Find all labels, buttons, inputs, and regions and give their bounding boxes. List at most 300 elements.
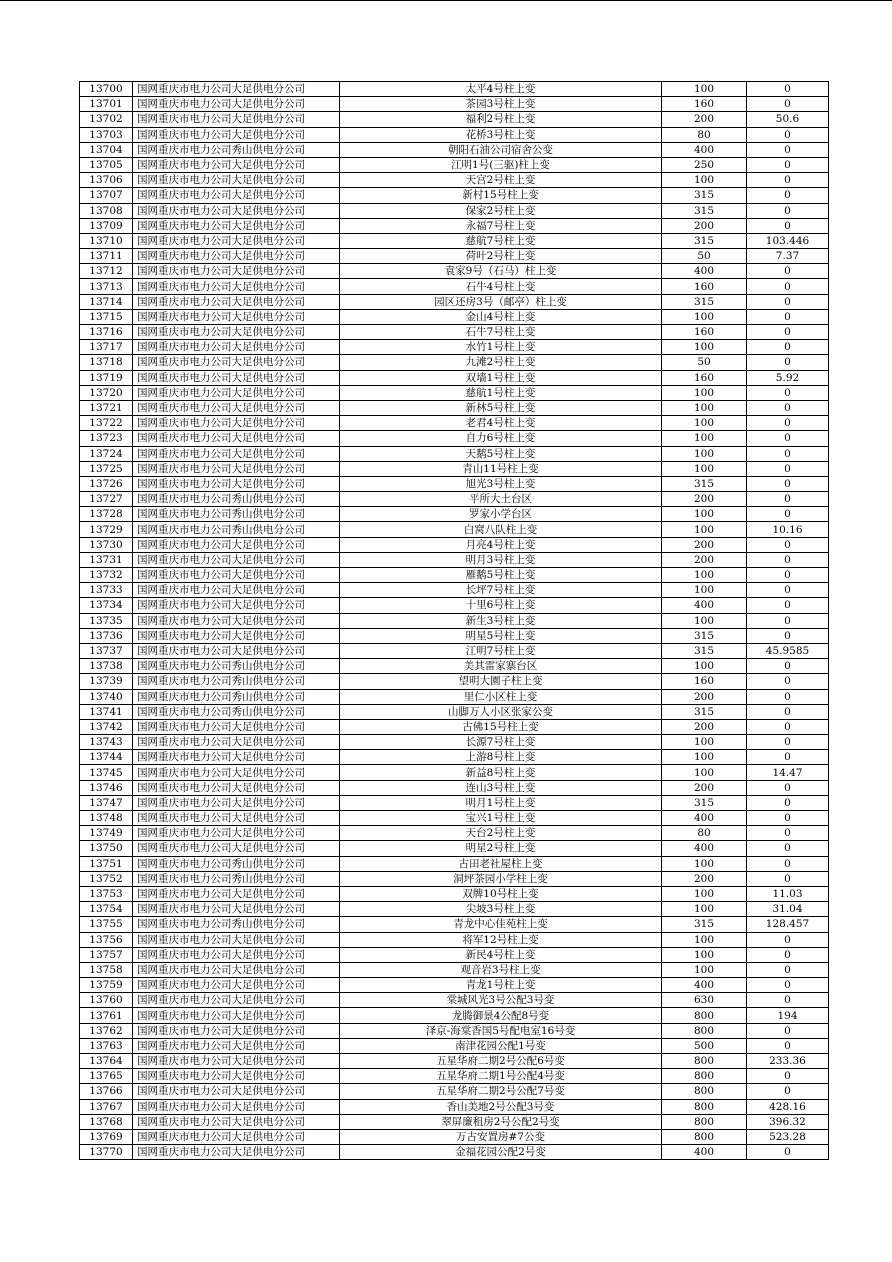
row-id-cell: 13705: [80, 157, 133, 172]
transformer-name-cell: 将军12号柱上变: [340, 932, 662, 947]
transformer-name-cell: 石牛4号柱上变: [340, 279, 662, 294]
row-id-cell: 13729: [80, 522, 133, 537]
company-cell: 国网重庆市电力公司大足供电分公司: [133, 780, 340, 795]
company-cell: 国网重庆市电力公司大足供电分公司: [133, 309, 340, 324]
value-cell: 45.9585: [747, 643, 829, 658]
table-row: [80, 659, 829, 674]
company-cell: 国网重庆市电力公司大足供电分公司: [133, 325, 340, 340]
table-row: [80, 811, 829, 826]
table-row: [80, 385, 829, 400]
table-row: [80, 643, 829, 658]
table-row: [80, 674, 829, 689]
table-row: [80, 993, 829, 1008]
capacity-cell: 100: [662, 613, 747, 628]
row-id-cell: 13764: [80, 1054, 133, 1069]
transformer-name-cell: 新村15号柱上变: [340, 188, 662, 203]
table-row: [80, 416, 829, 431]
capacity-cell: 315: [662, 476, 747, 491]
row-id-cell: 13756: [80, 932, 133, 947]
row-id-cell: 13759: [80, 978, 133, 993]
table-row: [80, 218, 829, 233]
transformer-name-cell: 新林5号柱上变: [340, 400, 662, 415]
value-cell: 0: [747, 552, 829, 567]
transformer-name-cell: 连山3号柱上变: [340, 780, 662, 795]
table-row: [80, 249, 829, 264]
value-cell: 0: [747, 264, 829, 279]
capacity-cell: 800: [662, 1054, 747, 1069]
row-id-cell: 13728: [80, 507, 133, 522]
value-cell: 10.16: [747, 522, 829, 537]
value-cell: 0: [747, 856, 829, 871]
company-cell: 国网重庆市电力公司大足供电分公司: [133, 294, 340, 309]
transformer-name-cell: 青龙1号柱上变: [340, 978, 662, 993]
row-id-cell: 13722: [80, 416, 133, 431]
company-cell: 国网重庆市电力公司大足供电分公司: [133, 400, 340, 415]
value-cell: 0: [747, 309, 829, 324]
company-cell: 国网重庆市电力公司大足供电分公司: [133, 628, 340, 643]
table-row: [80, 492, 829, 507]
capacity-cell: 315: [662, 628, 747, 643]
row-id-cell: 13732: [80, 568, 133, 583]
table-row: [80, 1129, 829, 1144]
page-top-rule: [0, 0, 892, 1]
company-cell: 国网重庆市电力公司秀山供电分公司: [133, 856, 340, 871]
company-cell: 国网重庆市电力公司大足供电分公司: [133, 188, 340, 203]
transformer-name-cell: 明月1号柱上变: [340, 795, 662, 810]
table-row: [80, 476, 829, 491]
company-cell: 国网重庆市电力公司秀山供电分公司: [133, 917, 340, 932]
row-id-cell: 13725: [80, 461, 133, 476]
transformer-name-cell: 罗家小学台区: [340, 507, 662, 522]
row-id-cell: 13726: [80, 476, 133, 491]
transformer-name-cell: 南津花园公配1号变: [340, 1038, 662, 1053]
company-cell: 国网重庆市电力公司大足供电分公司: [133, 97, 340, 112]
value-cell: 0: [747, 947, 829, 962]
table-row: [80, 719, 829, 734]
row-id-cell: 13755: [80, 917, 133, 932]
company-cell: 国网重庆市电力公司大足供电分公司: [133, 385, 340, 400]
table-row: [80, 689, 829, 704]
table-row: [80, 1069, 829, 1084]
value-cell: 0: [747, 82, 829, 97]
row-id-cell: 13716: [80, 325, 133, 340]
transformer-name-cell: 月亮4号柱上变: [340, 537, 662, 552]
row-id-cell: 13702: [80, 112, 133, 127]
transformer-name-cell: 荷叶2号柱上变: [340, 249, 662, 264]
value-cell: 0: [747, 446, 829, 461]
table-row: [80, 142, 829, 157]
table-row: [80, 552, 829, 567]
capacity-cell: 800: [662, 1023, 747, 1038]
row-id-cell: 13714: [80, 294, 133, 309]
capacity-cell: 100: [662, 947, 747, 962]
table-row: [80, 522, 829, 537]
table-row: [80, 750, 829, 765]
capacity-cell: 315: [662, 917, 747, 932]
capacity-cell: 500: [662, 1038, 747, 1053]
row-id-cell: 13741: [80, 704, 133, 719]
value-cell: 11.03: [747, 886, 829, 901]
value-cell: 0: [747, 97, 829, 112]
table-row: [80, 112, 829, 127]
table-row: [80, 340, 829, 355]
transformer-name-cell: 福利2号柱上变: [340, 112, 662, 127]
table-row: [80, 1023, 829, 1038]
value-cell: 0: [747, 385, 829, 400]
company-cell: 国网重庆市电力公司大足供电分公司: [133, 598, 340, 613]
table-row: [80, 978, 829, 993]
company-cell: 国网重庆市电力公司大足供电分公司: [133, 127, 340, 142]
value-cell: 128.457: [747, 917, 829, 932]
capacity-cell: 800: [662, 1114, 747, 1129]
capacity-cell: 100: [662, 735, 747, 750]
capacity-cell: 100: [662, 886, 747, 901]
table-row: [80, 1099, 829, 1114]
value-cell: 0: [747, 871, 829, 886]
value-cell: 0: [747, 826, 829, 841]
row-id-cell: 13724: [80, 446, 133, 461]
capacity-cell: 160: [662, 279, 747, 294]
value-cell: 0: [747, 507, 829, 522]
row-id-cell: 13751: [80, 856, 133, 871]
company-cell: 国网重庆市电力公司大足供电分公司: [133, 735, 340, 750]
value-cell: 0: [747, 704, 829, 719]
capacity-cell: 80: [662, 826, 747, 841]
value-cell: 0: [747, 325, 829, 340]
company-cell: 国网重庆市电力公司大足供电分公司: [133, 886, 340, 901]
value-cell: 0: [747, 993, 829, 1008]
capacity-cell: 100: [662, 309, 747, 324]
transformer-name-cell: 明星5号柱上变: [340, 628, 662, 643]
capacity-cell: 315: [662, 294, 747, 309]
value-cell: 0: [747, 203, 829, 218]
transformer-name-cell: 石牛7号柱上变: [340, 325, 662, 340]
value-cell: 5.92: [747, 370, 829, 385]
row-id-cell: 13745: [80, 765, 133, 780]
company-cell: 国网重庆市电力公司秀山供电分公司: [133, 871, 340, 886]
table-row: [80, 233, 829, 248]
capacity-cell: 100: [662, 932, 747, 947]
transformer-name-cell: 长坪7号柱上变: [340, 583, 662, 598]
row-id-cell: 13740: [80, 689, 133, 704]
value-cell: 0: [747, 492, 829, 507]
company-cell: 国网重庆市电力公司大足供电分公司: [133, 1114, 340, 1129]
transformer-name-cell: 双牌10号柱上变: [340, 886, 662, 901]
capacity-cell: 160: [662, 370, 747, 385]
row-id-cell: 13727: [80, 492, 133, 507]
value-cell: 428.16: [747, 1099, 829, 1114]
transformer-name-cell: 上游8号柱上变: [340, 750, 662, 765]
company-cell: 国网重庆市电力公司大足供电分公司: [133, 446, 340, 461]
company-cell: 国网重庆市电力公司大足供电分公司: [133, 1023, 340, 1038]
table-row: [80, 598, 829, 613]
row-id-cell: 13715: [80, 309, 133, 324]
table-row: [80, 962, 829, 977]
capacity-cell: 200: [662, 537, 747, 552]
row-id-cell: 13763: [80, 1038, 133, 1053]
table-row: [80, 841, 829, 856]
row-id-cell: 13748: [80, 811, 133, 826]
row-id-cell: 13719: [80, 370, 133, 385]
value-cell: 523.28: [747, 1129, 829, 1144]
capacity-cell: 400: [662, 811, 747, 826]
value-cell: 0: [747, 340, 829, 355]
transformer-name-cell: 水竹1号柱上变: [340, 340, 662, 355]
table-row: [80, 537, 829, 552]
table-row: [80, 1054, 829, 1069]
row-id-cell: 13738: [80, 659, 133, 674]
row-id-cell: 13752: [80, 871, 133, 886]
table-row: [80, 507, 829, 522]
value-cell: 0: [747, 841, 829, 856]
value-cell: 396.32: [747, 1114, 829, 1129]
transformer-name-cell: 天宫2号柱上变: [340, 173, 662, 188]
value-cell: 0: [747, 400, 829, 415]
row-id-cell: 13736: [80, 628, 133, 643]
table-row: [80, 1114, 829, 1129]
capacity-cell: 200: [662, 492, 747, 507]
capacity-cell: 100: [662, 522, 747, 537]
capacity-cell: 250: [662, 157, 747, 172]
table-row: [80, 188, 829, 203]
row-id-cell: 13733: [80, 583, 133, 598]
row-id-cell: 13723: [80, 431, 133, 446]
capacity-cell: 100: [662, 583, 747, 598]
capacity-cell: 100: [662, 962, 747, 977]
row-id-cell: 13757: [80, 947, 133, 962]
value-cell: 0: [747, 461, 829, 476]
value-cell: 0: [747, 613, 829, 628]
value-cell: 0: [747, 218, 829, 233]
transformer-name-cell: 新民4号柱上变: [340, 947, 662, 962]
capacity-cell: 100: [662, 82, 747, 97]
table-row: [80, 173, 829, 188]
value-cell: 50.6: [747, 112, 829, 127]
row-id-cell: 13730: [80, 537, 133, 552]
value-cell: 0: [747, 355, 829, 370]
capacity-cell: 200: [662, 719, 747, 734]
transformer-name-cell: 朝阳石油公司宿舍公变: [340, 142, 662, 157]
capacity-cell: 160: [662, 325, 747, 340]
value-cell: 0: [747, 173, 829, 188]
transformer-name-cell: 太平4号柱上变: [340, 82, 662, 97]
company-cell: 国网重庆市电力公司大足供电分公司: [133, 416, 340, 431]
table-row: [80, 431, 829, 446]
transformer-name-cell: 自力6号柱上变: [340, 431, 662, 446]
table-row: [80, 613, 829, 628]
row-id-cell: 13706: [80, 173, 133, 188]
table-row: [80, 461, 829, 476]
transformer-name-cell: 永福7号柱上变: [340, 218, 662, 233]
table-row: [80, 856, 829, 871]
transformer-name-cell: 慈航7号柱上变: [340, 233, 662, 248]
transformer-name-cell: 平所大土台区: [340, 492, 662, 507]
company-cell: 国网重庆市电力公司大足供电分公司: [133, 552, 340, 567]
capacity-cell: 400: [662, 142, 747, 157]
company-cell: 国网重庆市电力公司大足供电分公司: [133, 218, 340, 233]
company-cell: 国网重庆市电力公司大足供电分公司: [133, 1145, 340, 1160]
row-id-cell: 13739: [80, 674, 133, 689]
row-id-cell: 13761: [80, 1008, 133, 1023]
company-cell: 国网重庆市电力公司大足供电分公司: [133, 583, 340, 598]
capacity-cell: 100: [662, 340, 747, 355]
company-cell: 国网重庆市电力公司大足供电分公司: [133, 841, 340, 856]
row-id-cell: 13704: [80, 142, 133, 157]
capacity-cell: 100: [662, 659, 747, 674]
capacity-cell: 400: [662, 841, 747, 856]
company-cell: 国网重庆市电力公司大足供电分公司: [133, 765, 340, 780]
table-row: [80, 1038, 829, 1053]
transformer-name-cell: 慈航1号柱上变: [340, 385, 662, 400]
company-cell: 国网重庆市电力公司秀山供电分公司: [133, 142, 340, 157]
table-row: [80, 583, 829, 598]
row-id-cell: 13744: [80, 750, 133, 765]
transformer-name-cell: 花桥3号柱上变: [340, 127, 662, 142]
row-id-cell: 13760: [80, 993, 133, 1008]
capacity-cell: 200: [662, 112, 747, 127]
value-cell: 0: [747, 537, 829, 552]
row-id-cell: 13754: [80, 902, 133, 917]
table-row: [80, 917, 829, 932]
company-cell: 国网重庆市电力公司大足供电分公司: [133, 157, 340, 172]
transformer-name-cell: 白窝八队柱上变: [340, 522, 662, 537]
capacity-cell: 800: [662, 1008, 747, 1023]
table-row: [80, 325, 829, 340]
transformer-name-cell: 老君4号柱上变: [340, 416, 662, 431]
transformer-name-cell: 长源7号柱上变: [340, 735, 662, 750]
value-cell: 0: [747, 476, 829, 491]
company-cell: 国网重庆市电力公司大足供电分公司: [133, 340, 340, 355]
transformer-name-cell: 山脚万人小区张家公变: [340, 704, 662, 719]
row-id-cell: 13753: [80, 886, 133, 901]
company-cell: 国网重庆市电力公司大足供电分公司: [133, 1054, 340, 1069]
capacity-cell: 100: [662, 173, 747, 188]
table-row: [80, 568, 829, 583]
transformer-name-cell: 保家2号柱上变: [340, 203, 662, 218]
company-cell: 国网重庆市电力公司大足供电分公司: [133, 719, 340, 734]
capacity-cell: 200: [662, 871, 747, 886]
row-id-cell: 13712: [80, 264, 133, 279]
transformer-name-cell: 明星2号柱上变: [340, 841, 662, 856]
transformer-name-cell: 古佛15号柱上变: [340, 719, 662, 734]
company-cell: 国网重庆市电力公司大足供电分公司: [133, 613, 340, 628]
value-cell: 0: [747, 583, 829, 598]
row-id-cell: 13713: [80, 279, 133, 294]
transformer-name-cell: 洞坪茶园小学柱上变: [340, 871, 662, 886]
row-id-cell: 13747: [80, 795, 133, 810]
row-id-cell: 13767: [80, 1099, 133, 1114]
transformer-name-cell: 翠屏廉租房2号公配2号变: [340, 1114, 662, 1129]
value-cell: 0: [747, 811, 829, 826]
capacity-cell: 800: [662, 1069, 747, 1084]
capacity-cell: 100: [662, 902, 747, 917]
row-id-cell: 13735: [80, 613, 133, 628]
transformer-name-cell: 望明大園子柱上变: [340, 674, 662, 689]
transformer-name-cell: 双墙1号柱上变: [340, 370, 662, 385]
company-cell: 国网重庆市电力公司大足供电分公司: [133, 750, 340, 765]
row-id-cell: 13769: [80, 1129, 133, 1144]
transformer-name-cell: 金福花园公配2号变: [340, 1145, 662, 1160]
value-cell: 233.36: [747, 1054, 829, 1069]
table-row: [80, 370, 829, 385]
table-row: [80, 400, 829, 415]
value-cell: 0: [747, 416, 829, 431]
capacity-cell: 100: [662, 461, 747, 476]
value-cell: 0: [747, 659, 829, 674]
transformer-name-cell: 青山11号柱上变: [340, 461, 662, 476]
value-cell: 0: [747, 780, 829, 795]
transformer-name-cell: 宝兴1号柱上变: [340, 811, 662, 826]
value-cell: 0: [747, 1084, 829, 1099]
transformer-name-cell: 袁家9号（石马）柱上变: [340, 264, 662, 279]
company-cell: 国网重庆市电力公司秀山供电分公司: [133, 507, 340, 522]
company-cell: 国网重庆市电力公司秀山供电分公司: [133, 704, 340, 719]
capacity-cell: 800: [662, 1129, 747, 1144]
row-id-cell: 13734: [80, 598, 133, 613]
transformer-name-cell: 古田老社屋柱上变: [340, 856, 662, 871]
value-cell: 0: [747, 294, 829, 309]
capacity-cell: 315: [662, 203, 747, 218]
transformer-name-cell: 新生3号柱上变: [340, 613, 662, 628]
capacity-cell: 200: [662, 218, 747, 233]
table-row: [80, 127, 829, 142]
capacity-cell: 315: [662, 704, 747, 719]
row-id-cell: 13746: [80, 780, 133, 795]
transformer-name-cell: 茶园3号柱上变: [340, 97, 662, 112]
transformer-name-cell: 五星华府二期2号公配7号变: [340, 1084, 662, 1099]
capacity-cell: 400: [662, 1145, 747, 1160]
row-id-cell: 13770: [80, 1145, 133, 1160]
value-cell: 0: [747, 750, 829, 765]
capacity-cell: 400: [662, 978, 747, 993]
table-row: [80, 780, 829, 795]
row-id-cell: 13768: [80, 1114, 133, 1129]
row-id-cell: 13707: [80, 188, 133, 203]
table-row: [80, 735, 829, 750]
value-cell: 7.37: [747, 249, 829, 264]
transformer-name-cell: 天鹅5号柱上变: [340, 446, 662, 461]
table-row: [80, 902, 829, 917]
row-id-cell: 13721: [80, 400, 133, 415]
table-row: [80, 1145, 829, 1160]
capacity-cell: 50: [662, 355, 747, 370]
row-id-cell: 13762: [80, 1023, 133, 1038]
transformer-table: [79, 81, 829, 1160]
row-id-cell: 13703: [80, 127, 133, 142]
transformer-name-cell: 五星华府二期1号公配4号变: [340, 1069, 662, 1084]
company-cell: 国网重庆市电力公司大足供电分公司: [133, 1038, 340, 1053]
company-cell: 国网重庆市电力公司秀山供电分公司: [133, 522, 340, 537]
capacity-cell: 100: [662, 765, 747, 780]
company-cell: 国网重庆市电力公司大足供电分公司: [133, 932, 340, 947]
capacity-cell: 200: [662, 552, 747, 567]
company-cell: 国网重庆市电力公司秀山供电分公司: [133, 492, 340, 507]
company-cell: 国网重庆市电力公司大足供电分公司: [133, 1129, 340, 1144]
value-cell: 0: [747, 719, 829, 734]
transformer-name-cell: 尖坡3号柱上变: [340, 902, 662, 917]
company-cell: 国网重庆市电力公司大足供电分公司: [133, 1084, 340, 1099]
capacity-cell: 100: [662, 750, 747, 765]
company-cell: 国网重庆市电力公司大足供电分公司: [133, 947, 340, 962]
company-cell: 国网重庆市电力公司大足供电分公司: [133, 811, 340, 826]
transformer-name-cell: 江明1号(三驱)柱上变: [340, 157, 662, 172]
company-cell: 国网重庆市电力公司大足供电分公司: [133, 1069, 340, 1084]
capacity-cell: 315: [662, 188, 747, 203]
capacity-cell: 100: [662, 385, 747, 400]
value-cell: 0: [747, 1069, 829, 1084]
table-row: [80, 871, 829, 886]
capacity-cell: 100: [662, 507, 747, 522]
